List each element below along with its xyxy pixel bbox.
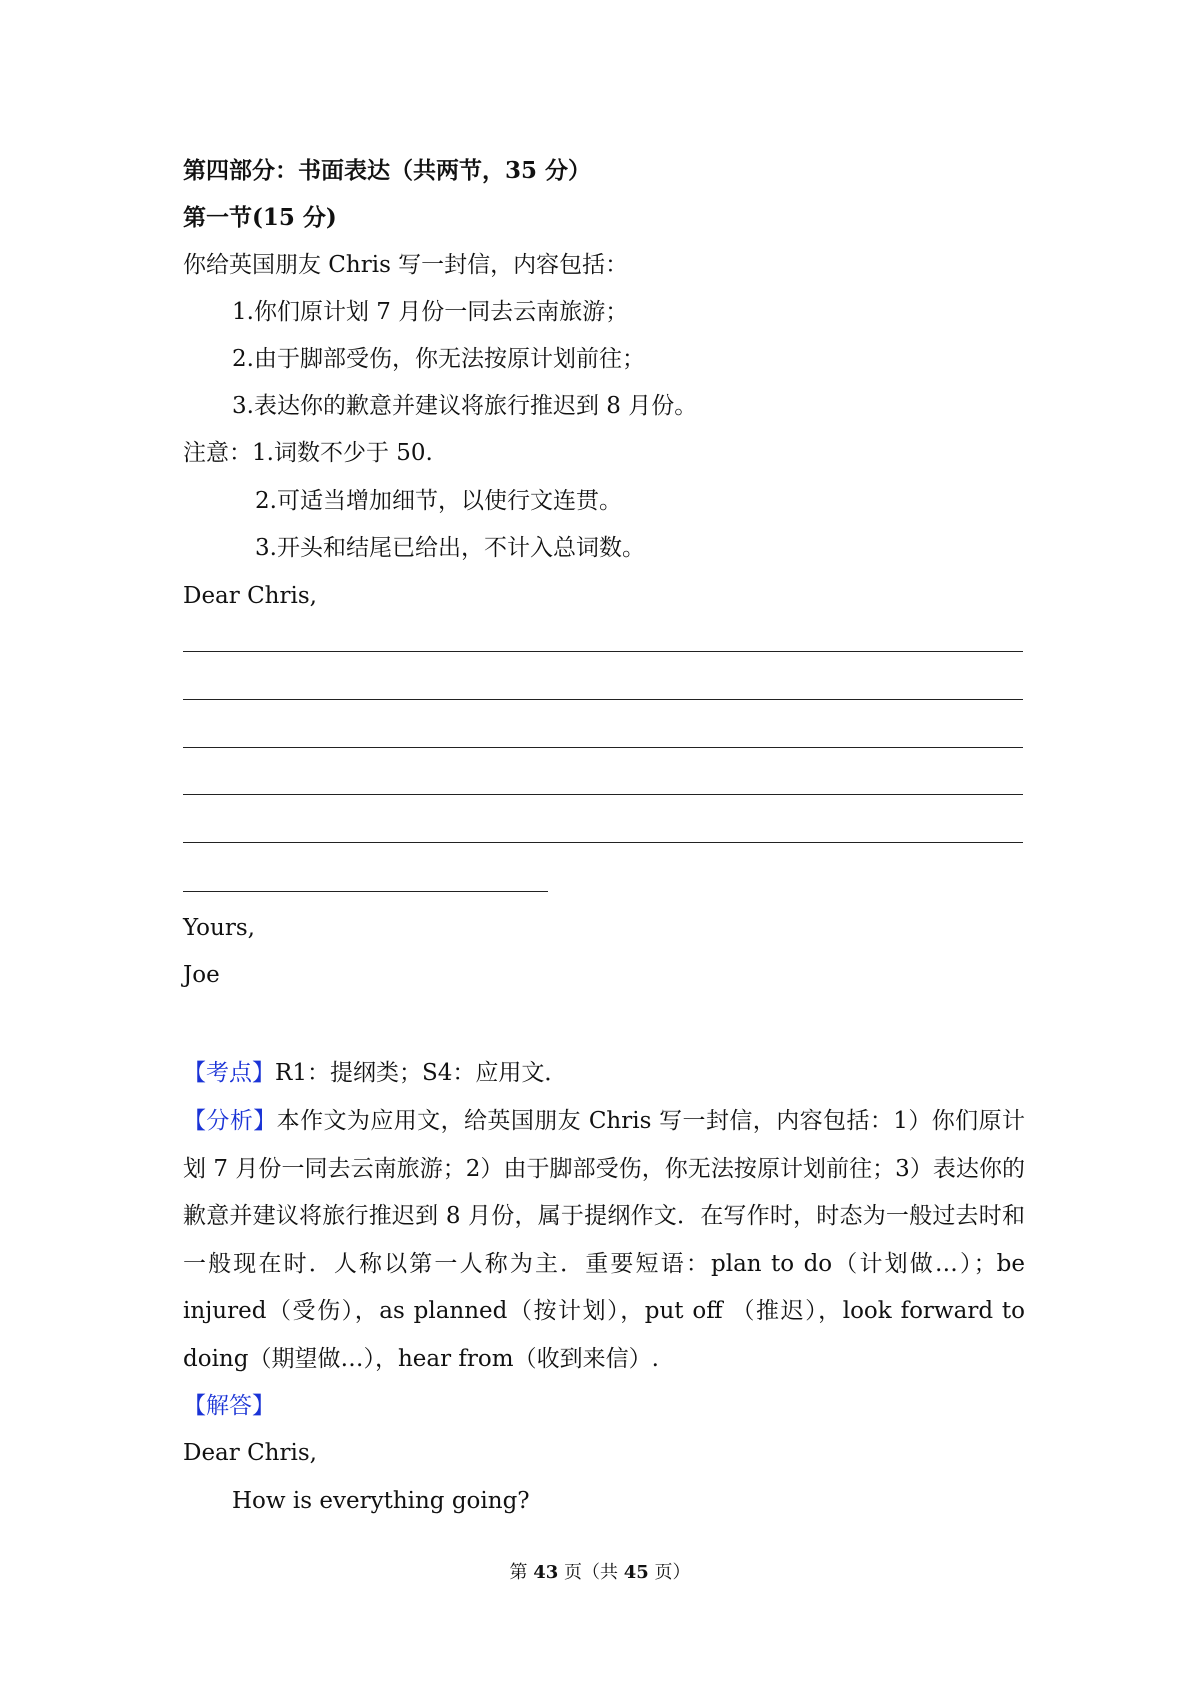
task-point-1: 1.你们原计划 7 月份一同去云南旅游；	[232, 299, 629, 325]
answer-greeting: Dear Chris,	[183, 1440, 317, 1466]
writing-line-4	[183, 794, 1023, 795]
writing-line-6	[183, 891, 548, 892]
footer-middle: 页（共	[558, 1562, 624, 1583]
task-point-2: 2.由于脚部受伤，你无法按原计划前往；	[232, 346, 645, 372]
fenxi-tag: 【分析】	[183, 1108, 277, 1134]
writing-line-3	[183, 747, 1023, 748]
page-footer	[0, 1560, 1200, 1586]
answer-tag: 【解答】	[183, 1393, 275, 1419]
letter-closing: Yours,	[183, 915, 255, 941]
notes-label: 注意：	[183, 440, 252, 466]
fenxi-text: 本作文为应用文，给英国朋友 Chris 写一封信，内容包括：1）你们原计划 7 月份一同去云南旅游；2）由于脚部受伤，你无法按原计划前往；3）表达你的歉意并建议将旅行推迟到 8 月份，属于提纲作文．在写作时，时态为一般过去时和一般现在时．人称以第一人称为主．重要短语：plan to do（计划做…）；be injured（受伤），as planned（按计划），put off （推迟），look forward to doing（期望做…），hear from（收到来信）.	[183, 1108, 1025, 1372]
footer-prefix: 第	[509, 1562, 534, 1583]
letter-signature: Joe	[183, 962, 220, 988]
kaodian-text: R1：提纲类；S4：应用文．	[275, 1060, 568, 1086]
kaodian-tag: 【考点】	[183, 1060, 275, 1086]
note-2: 2.可适当增加细节，以使行文连贯。	[255, 488, 622, 514]
task-intro: 你给英国朋友 Chris 写一封信，内容包括：	[183, 252, 629, 278]
note-3: 3.开头和结尾已给出，不计入总词数。	[255, 535, 645, 561]
writing-line-1	[183, 651, 1023, 652]
note-1: 1.词数不少于 50.	[252, 440, 433, 466]
part-heading: 第四部分：书面表达（共两节，35 分）	[183, 157, 592, 184]
writing-line-5	[183, 842, 1023, 843]
task-point-3: 3.表达你的歉意并建议将旅行推迟到 8 月份。	[232, 393, 698, 419]
current-page-number: 43	[533, 1562, 559, 1583]
writing-line-2	[183, 699, 1023, 700]
footer-suffix: 页）	[648, 1562, 691, 1583]
section-heading: 第一节(15 分)	[183, 204, 337, 231]
kaodian-line	[183, 1057, 567, 1089]
notes-line-1	[183, 437, 433, 469]
total-page-number: 45	[623, 1562, 649, 1583]
letter-greeting: Dear Chris,	[183, 583, 317, 609]
fenxi-paragraph	[183, 1098, 1025, 1383]
answer-first-line: How is everything going?	[232, 1488, 530, 1514]
